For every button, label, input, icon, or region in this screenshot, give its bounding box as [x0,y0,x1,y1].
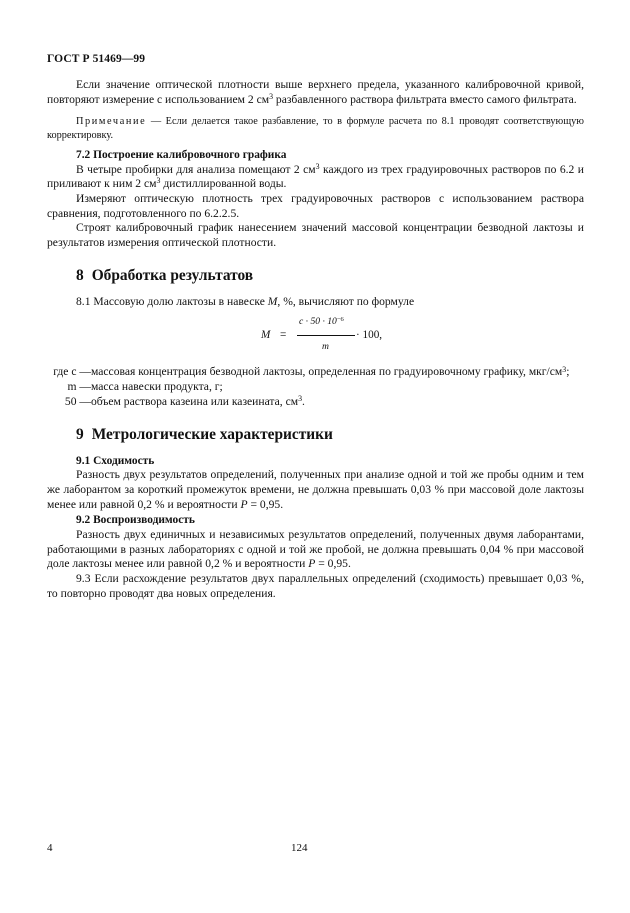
paragraph-7-2-1 [47,163,584,192]
definition-desc: масса навески продукта, г; [91,380,223,394]
intro-text-tail: разбавленного раствора фильтрата вместо самого фильтрата. [273,92,577,106]
standard-code: ГОСТ Р 51469—99 [47,53,146,65]
definition-desc: массовая концентрация безводной лактозы, определенная по градуировочному графику, мкг/см [91,365,563,379]
text-segment: В четыре пробирки для анализа помещают 2 см [76,162,316,176]
formula-row [47,315,584,359]
paragraph-9-1 [47,468,584,512]
unit-exponent: 3 [315,161,320,171]
section-heading-8 [47,267,584,285]
intro-text-lead: Если значение оптической плотности выше верхнего предела, указанного калибровочной кривой, повторяют измерение с использованием 2 см [47,78,584,106]
definition-row [47,365,584,380]
section-title: Метрологические характеристики [91,425,333,443]
paragraph-9-2 [47,528,584,572]
fraction-bar [297,335,355,336]
variable-definitions [47,365,584,409]
section-heading-9 [47,426,584,444]
definition-text [91,380,584,395]
note-text: — Если делается такое разбавление, то в формуле расчета по 8.1 проводят соответствующую корректировку. [47,116,584,141]
section-number: 8 [76,266,84,284]
text-segment: , %, вычисляют по формуле [277,294,415,308]
definition-symbol: 50 — [64,394,91,408]
definition-text [91,365,584,380]
paragraph-7-2-3: Строят калибровочный график нанесением значений массовой концентрации безводной лактозы и результатов измерения оптической плотности. [47,221,584,250]
formula-lhs: M [261,329,271,342]
numerator-exponent: −6 [336,316,344,324]
paragraph-8-1 [47,295,584,310]
paragraph-9-3: 9.3 Если расхождение результатов двух параллельных определений (сходимость) превышает 0,03 %, то повторно проводят два новых определения. [47,572,584,600]
paragraph-7-2-2: Измеряют оптическую плотность трех градуировочных растворов с использованием раствора сравнения, подготовленного по 6.2.2.5. [47,191,584,220]
page-number-center: 124 [291,842,308,854]
numerator-text: c · 50 · 10 [299,316,337,328]
definition-symbol: m — [67,380,91,394]
text-segment: = 0,95. [247,497,284,511]
text-segment: каждого из трех градуировочных растворов по 6.2 и приливают к ним 2 см [47,162,584,191]
unit-exponent: 3 [269,91,273,101]
subsection-heading-7-2: 7.2 Построение калибровочного графика [76,148,287,161]
text-segment: дистиллированной воды. [160,177,287,191]
text-segment: Разность двух результатов определений, полученных при анализе одной и той же пробы одним и тем же лаборантом за короткий промежуток времени, не должна превышать 0,03 % при массовой доле лактозы менее или равной 0,2 % и вероятности [47,468,584,511]
definition-text [91,395,584,410]
definition-end: ; [566,365,570,379]
variable: P [240,497,248,511]
definition-row [47,380,584,395]
note [47,115,584,141]
text-segment: = 0,95. [315,557,351,571]
text-segment: 8.1 Массовую долю лактозы в навеске [76,294,268,308]
unit-exponent: 3 [562,364,567,374]
unit-exponent: 3 [298,393,302,403]
variable: P [308,557,316,571]
definition-symbol: где c — [53,365,91,379]
section-title: Обработка результатов [91,266,254,284]
subsection-heading-9-2: 9.2 Воспроизводимость [76,514,195,527]
formula [261,315,461,359]
definition-desc: объем раствора казеина или казеината, см [91,394,299,408]
definition-row [47,395,584,410]
definition-end: . [302,394,305,408]
subsection-heading-9-1: 9.1 Сходимость [76,454,155,467]
note-label: Примечание [76,116,147,128]
section-number: 9 [76,425,84,443]
formula-denominator: m [322,341,329,353]
formula-numerator [299,315,344,330]
page-content [47,78,584,602]
unit-exponent: 3 [156,176,161,186]
intro-paragraph [47,78,584,107]
text-segment: Разность двух единичных и независимых результатов определений, полученных двумя лаборантами, работающими в разных лабораториях с одной и той же пробой, не должна превышать 0,04 % при массовой доле лактозы менее или равной 0,2 % и вероятности [47,528,584,571]
variable: M [267,294,278,308]
page-number-left: 4 [47,842,53,854]
formula-equals: = [280,329,287,342]
formula-tail: · 100, [356,329,383,342]
